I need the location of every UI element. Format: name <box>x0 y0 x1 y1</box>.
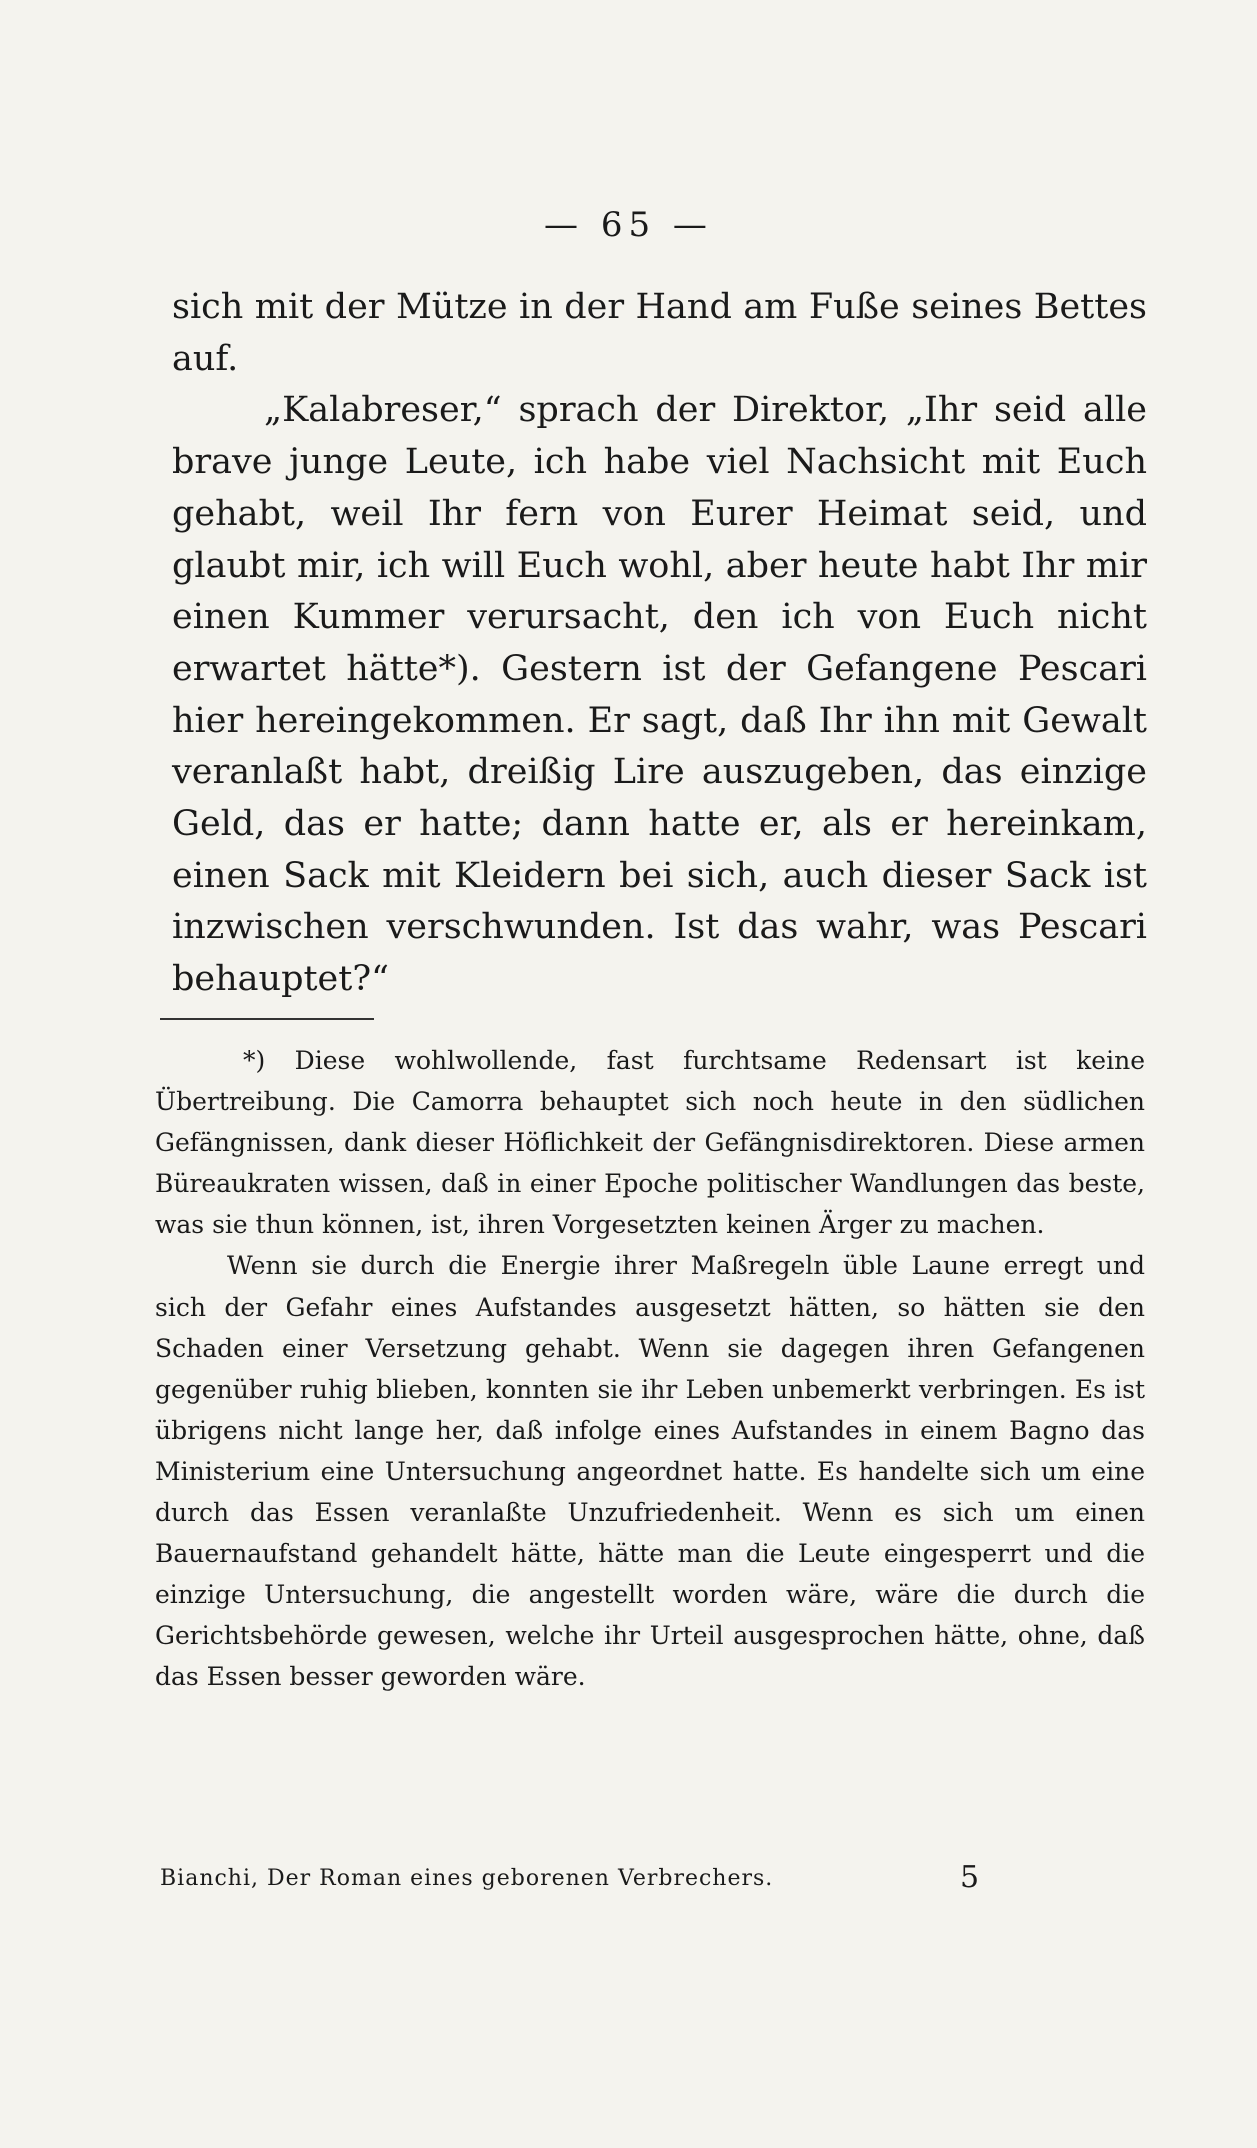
footnote-block <box>155 1040 1145 1698</box>
footnote-paragraph: Wenn sie durch die Energie ihrer Maßregeln üble Laune erregt und sich der Gefahr eines Aufstandes ausgesetzt hätten, so hätten sie den Schaden einer Versetzung gehabt. Wenn sie dagegen ihren Gefangenen gegenüber ruhig blieben, konnten sie ihr Leben unbemerkt verbringen. Es ist übrigens nicht lange her, daß infolge eines Aufstandes in einem Bagno das Ministerium eine Untersuchung angeordnet hatte. Es handelte sich um eine durch das Essen veranlaßte Unzufriedenheit. Wenn es sich um einen Bauernaufstand gehandelt hätte, hätte man die Leute eingesperrt und die einzige Untersuchung, die angestellt worden wäre, wäre die durch die Gerichtsbehörde gewesen, welche ihr Urteil ausgesprochen hätte, ohne, daß das Essen besser geworden wäre. <box>155 1251 1145 1692</box>
footnote-paragraph: *) Diese wohlwollende, fast furchtsame Redensart ist keine Übertreibung. Die Camorra behauptet sich noch heute in den südlichen Gefängnissen, dank dieser Höflichkeit der Gefängnisdirektoren. Diese armen Büreaukraten wissen, daß in einer Epoche politischer Wandlungen das beste, was sie thun können, ist, ihren Vorgesetzten keinen Ärger zu machen. <box>155 1046 1145 1240</box>
footnote-separator-rule <box>160 1018 374 1020</box>
page-number: — 65 — <box>544 205 713 245</box>
main-paragraph-continuation: sich mit der Mütze in der Hand am Fuße seines Bettes auf. <box>172 287 1147 379</box>
signature-sheet-number: 5 <box>960 1860 981 1895</box>
main-text-block <box>172 282 1147 1006</box>
main-paragraph-dialogue: „Kalabreser,“ sprach der Direktor, „Ihr seid alle brave junge Leute, ich habe viel Nachsicht mit Euch gehabt, weil Ihr fern von Eurer Heimat seid, und glaubt mir, ich will Euch wohl, aber heute habt Ihr mir einen Kummer verursacht, den ich von Euch nicht erwartet hätte*). Gestern ist der Gefangene Pescari hier hereingekommen. Er sagt, daß Ihr ihn mit Gewalt veranlaßt habt, dreißig Lire auszugeben, das einzige Geld, das er hatte; dann hatte er, als er hereinkam, einen Sack mit Kleidern bei sich, auch dieser Sack ist inzwischen verschwunden. Ist das wahr, was Pescari behauptet?“ <box>172 390 1147 1000</box>
signature-title: Bianchi, Der Roman eines geborenen Verbrechers. <box>160 1866 774 1891</box>
